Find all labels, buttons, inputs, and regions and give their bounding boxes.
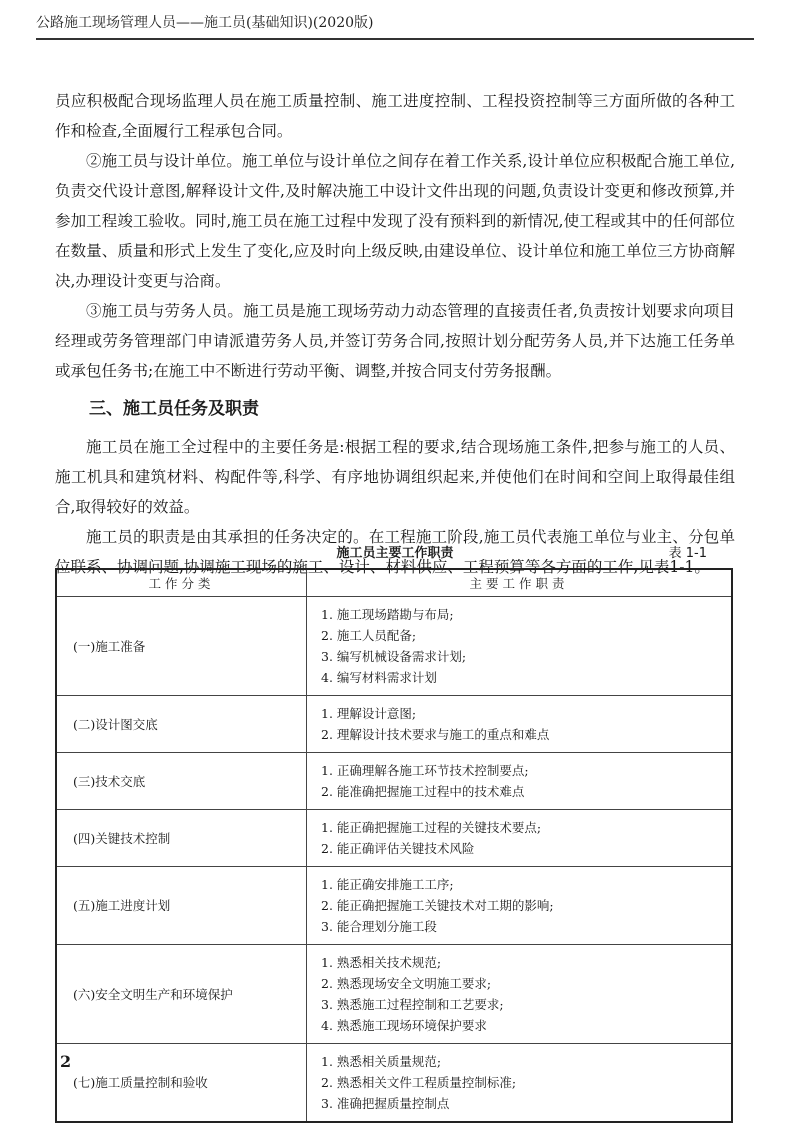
table-cell-category: (四)关键技术控制 — [56, 810, 307, 867]
table-row — [56, 867, 732, 945]
page-number: 2 — [60, 1052, 72, 1071]
duty-item: 1. 能正确安排施工工序; — [321, 877, 454, 892]
duty-item: 3. 准确把握质量控制点 — [321, 1096, 450, 1111]
duty-item: 3. 编写机械设备需求计划; — [321, 649, 467, 664]
table-row — [56, 945, 732, 1044]
table-cell-category: (五)施工进度计划 — [56, 867, 307, 945]
table-title: 施工员主要工作职责 — [336, 546, 454, 561]
table-header-row — [56, 569, 732, 597]
table-row — [56, 696, 732, 753]
table-row — [56, 597, 732, 696]
table-caption — [55, 542, 735, 564]
paragraph: 员应积极配合现场监理人员在施工质量控制、施工进度控制、工程投资控制等三方面所做的各种工作和检查,全面履行工程承包合同。 — [55, 92, 735, 140]
duty-item: 2. 能正确评估关键技术风险 — [321, 841, 475, 856]
table-cell-duties — [307, 597, 733, 696]
duty-item: 4. 熟悉施工现场环境保护要求 — [321, 1018, 487, 1033]
duty-item: 1. 理解设计意图; — [321, 706, 417, 721]
paragraph: ②施工员与设计单位。施工单位与设计单位之间存在着工作关系,设计单位应积极配合施工单位,负责交代设计意图,解释设计文件,及时解决施工中设计文件出现的问题,负责设计变更和修改预算,并参加工程竣工验收。同时,施工员在施工过程中发现了没有预料到的新情况,使工程或其中的任何部位在数量、质量和形式上发生了变化,应及时向上级反映,由建设单位、设计单位和施工单位三方协商解决,办理设计变更与洽商。 — [55, 152, 735, 290]
body-text — [55, 86, 735, 582]
duty-item: 2. 理解设计技术要求与施工的重点和难点 — [321, 727, 550, 742]
section-heading: 三、施工员任务及职责 — [89, 399, 259, 419]
table-header-duties: 主要工作职责 — [307, 569, 733, 597]
table-cell-category: (七)施工质量控制和验收 — [56, 1044, 307, 1123]
table-cell-category: (六)安全文明生产和环境保护 — [56, 945, 307, 1044]
duty-item: 2. 熟悉现场安全文明施工要求; — [321, 976, 492, 991]
duty-item: 4. 编写材料需求计划 — [321, 670, 437, 685]
duty-item: 2. 能准确把握施工过程中的技术难点 — [321, 784, 525, 799]
duty-item: 2. 能正确把握施工关键技术对工期的影响; — [321, 898, 554, 913]
duty-table — [55, 568, 733, 1123]
paragraph: ③施工员与劳务人员。施工员是施工现场劳动力动态管理的直接责任者,负责按计划要求向项目经理或劳务管理部门申请派遣劳务人员,并签订劳务合同,按照计划分配劳务人员,并下达施工任务单或承包任务书;在施工中不断进行劳动平衡、调整,并按合同支付劳务报酬。 — [55, 302, 735, 380]
running-header: 公路施工现场管理人员——施工员(基础知识)(2020版) — [36, 15, 374, 31]
duty-item: 3. 能合理划分施工段 — [321, 919, 437, 934]
table-cell-duties — [307, 867, 733, 945]
duty-item: 1. 施工现场踏勘与布局; — [321, 607, 454, 622]
header-divider — [36, 38, 754, 40]
table-header-category: 工作分类 — [56, 569, 307, 597]
duty-item: 1. 熟悉相关技术规范; — [321, 955, 442, 970]
table-cell-duties — [307, 753, 733, 810]
duty-item: 1. 正确理解各施工环节技术控制要点; — [321, 763, 529, 778]
table-row — [56, 810, 732, 867]
table-row — [56, 753, 732, 810]
duty-item: 1. 熟悉相关质量规范; — [321, 1054, 442, 1069]
table-cell-duties — [307, 810, 733, 867]
paragraph: 施工员在施工全过程中的主要任务是:根据工程的要求,结合现场施工条件,把参与施工的人员、施工机具和建筑材料、构配件等,科学、有序地协调组织起来,并使他们在时间和空间上取得最佳组合,取得较好的效益。 — [55, 438, 735, 516]
duty-item: 3. 熟悉施工过程控制和工艺要求; — [321, 997, 504, 1012]
table-cell-category: (三)技术交底 — [56, 753, 307, 810]
intro-paragraphs — [55, 86, 735, 386]
duty-item: 1. 能正确把握施工过程的关键技术要点; — [321, 820, 542, 835]
table-row — [56, 1044, 732, 1123]
table-cell-category: (二)设计图交底 — [56, 696, 307, 753]
table-number: 表 1-1 — [668, 546, 707, 561]
duty-item: 2. 施工人员配备; — [321, 628, 417, 643]
table-cell-duties — [307, 945, 733, 1044]
table-cell-duties — [307, 696, 733, 753]
table-cell-duties — [307, 1044, 733, 1123]
table-cell-category: (一)施工准备 — [56, 597, 307, 696]
paragraph: 施工员的职责是由其承担的任务决定的。在工程施工阶段,施工员代表施工单位与业主、分包单位联系、协调问题,协调施工现场的施工、设计、材料供应、工程预算等各方面的工作,见表1-1。 — [55, 528, 735, 576]
duty-item: 2. 熟悉相关文件工程质量控制标准; — [321, 1075, 517, 1090]
